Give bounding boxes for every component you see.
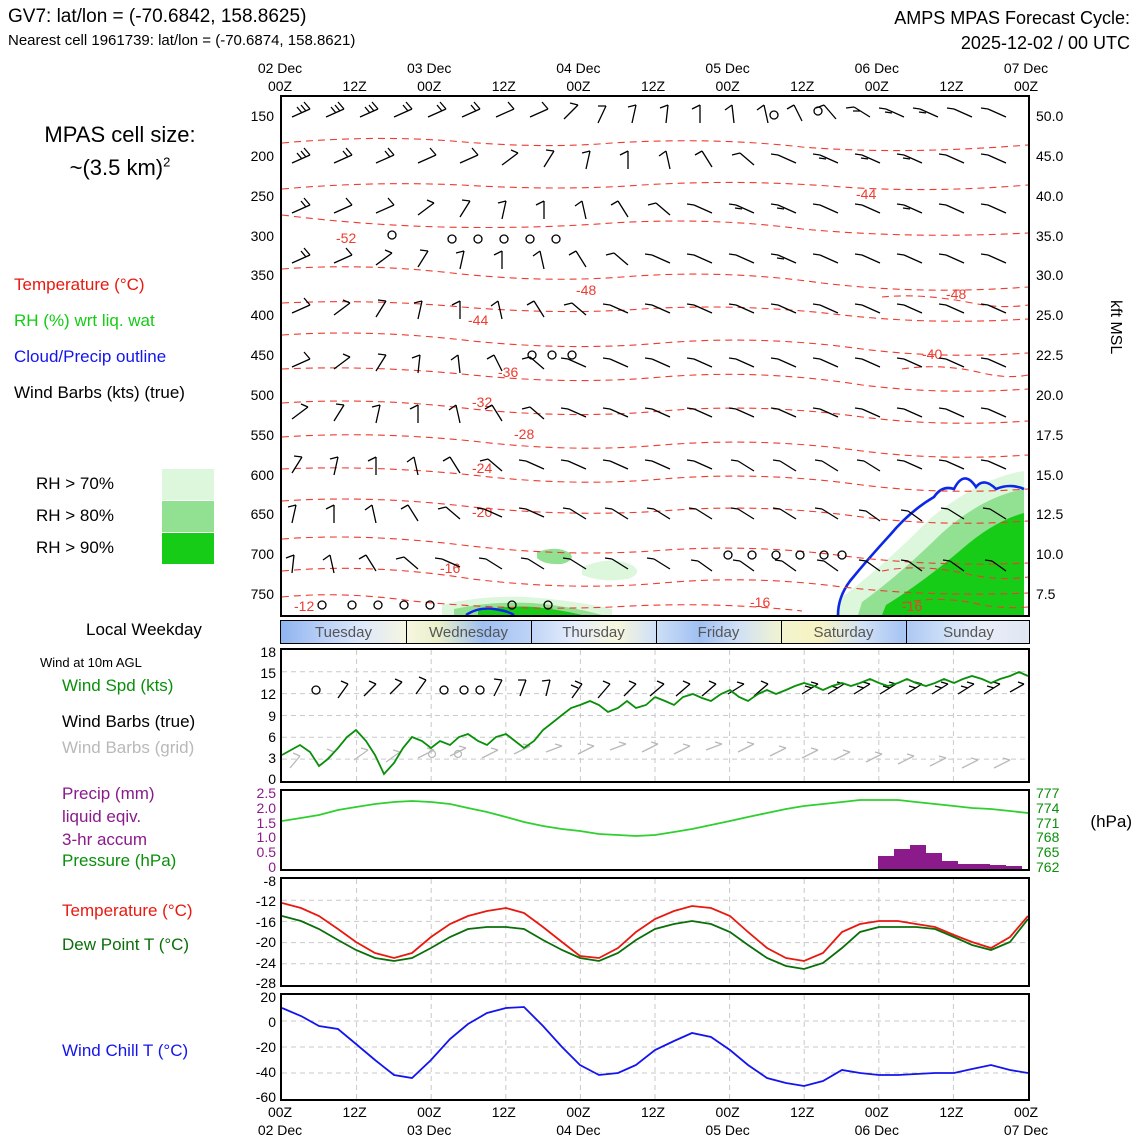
forecast-cycle [894, 6, 1130, 56]
wind-speed-tick: 9 [268, 707, 276, 724]
top-axis-hour: 12Z [790, 78, 815, 94]
temperature-dewpoint-panel[interactable] [280, 877, 1030, 987]
rh-90-label: RH > 90% [36, 538, 114, 557]
kft-tick: 22.5 [1036, 347, 1064, 363]
pressure-tick: 750 [250, 586, 274, 602]
pressure-tick: 500 [250, 386, 274, 403]
temperature-tick: -16 [255, 913, 276, 930]
legend-wind-barbs: Wind Barbs (kts) (true) [14, 383, 185, 402]
pressure-tick: 700 [250, 546, 274, 563]
wind-chill-panel[interactable] [280, 993, 1030, 1101]
rh-90-swatch [162, 533, 214, 564]
wind-chill-tick: -20 [255, 1039, 276, 1055]
kft-tick: 15.0 [1036, 466, 1064, 483]
kft-tick: 45.0 [1036, 147, 1064, 164]
precip-tick: 2.5 [256, 785, 276, 801]
svg-text:-48: -48 [946, 286, 967, 302]
svg-text:-20: -20 [472, 504, 493, 520]
legend-temperature: Temperature (°C) [14, 275, 145, 294]
weekday-label: Wednesday [429, 624, 508, 641]
pressure-tick: 350 [250, 267, 274, 284]
station-title: GV7: lat/lon = (-70.6842, 158.8625) [8, 6, 307, 27]
svg-text:-16: -16 [750, 594, 771, 610]
cell-size-exponent: 2 [163, 154, 171, 170]
bottom-axis-hour: 00Z [864, 1104, 889, 1120]
cell-size-value: ~(3.5 km) [69, 155, 164, 180]
pressure-tick: 400 [250, 307, 274, 324]
top-time-axis [257, 58, 1060, 94]
bottom-axis-hour: 12Z [342, 1104, 367, 1120]
svg-text:-24: -24 [472, 460, 493, 476]
top-axis-hour: 12Z [640, 78, 666, 94]
bottom-axis-hour: 12Z [939, 1104, 964, 1120]
wind-chill-tick: 0 [268, 1014, 276, 1030]
wind-barb-field [286, 102, 1006, 609]
rh-70-label: RH > 70% [36, 474, 114, 493]
pressure-tick-right: 768 [1036, 829, 1060, 846]
bottom-axis-day: 07 Dec [1003, 1122, 1049, 1138]
precip-tick: 1.5 [256, 814, 276, 831]
precip-pressure-panel[interactable] [280, 789, 1030, 871]
kft-tick: 12.5 [1036, 506, 1064, 523]
precip-tick: 2.0 [256, 799, 276, 816]
wind-speed-panel[interactable] [280, 648, 1030, 783]
svg-text:-28: -28 [514, 426, 535, 442]
cross-section-panel[interactable] [280, 95, 1030, 617]
rh-80-swatch [162, 501, 214, 532]
top-axis-hour: 12Z [342, 78, 367, 94]
pressure-tick: 200 [250, 147, 274, 164]
rh-70-swatch [162, 469, 214, 500]
wind-speed-tick: 15 [260, 665, 276, 682]
svg-text:-40: -40 [922, 346, 943, 362]
kft-tick: 50.0 [1036, 108, 1064, 124]
hpa-unit-label: (hPa) [1090, 812, 1132, 831]
svg-text:-48: -48 [576, 282, 597, 298]
rh-legend-row [36, 500, 216, 532]
top-axis-day: 07 Dec [1003, 60, 1049, 76]
forecast-cycle-line1: AMPS MPAS Forecast Cycle: [894, 8, 1130, 28]
legend-precip-line1: Precip (mm) [62, 784, 155, 803]
local-weekday-bar [280, 620, 1030, 644]
bottom-axis-hour: 12Z [640, 1104, 666, 1120]
bottom-axis-hour: 00Z [1013, 1104, 1039, 1120]
bottom-axis-day: 02 Dec [257, 1122, 303, 1138]
top-axis-hour: 00Z [715, 78, 740, 94]
bottom-axis-hour: 00Z [267, 1104, 293, 1120]
pressure-tick: 650 [250, 506, 274, 523]
wind-speed-svg [282, 650, 1028, 781]
wind-speed-tick: 18 [260, 644, 276, 660]
top-axis-hour: 00Z [417, 78, 442, 94]
pressure-tick: 450 [250, 347, 274, 363]
svg-text:-44: -44 [468, 312, 489, 328]
wind-speed-tick: 3 [268, 749, 276, 766]
wind-chill-tick: 20 [260, 989, 276, 1005]
pressure-tick: 150 [250, 108, 274, 124]
bottom-axis-day: 05 Dec [705, 1122, 750, 1138]
bottom-axis-hour: 00Z [566, 1104, 591, 1120]
top-axis-day: 02 Dec [257, 60, 303, 76]
rh-shading-legend [36, 468, 216, 564]
wind-speed-tick: 0 [268, 771, 276, 787]
top-axis-hour: 00Z [1013, 78, 1039, 94]
legend-precip-line3: 3-hr accum [62, 829, 148, 849]
top-axis-hour: 00Z [566, 78, 591, 94]
svg-text:-12: -12 [294, 598, 315, 614]
wind-chill-tick: -60 [255, 1089, 276, 1105]
legend-precip [62, 783, 155, 852]
top-axis-hour: 12Z [939, 78, 964, 94]
legend-wind-barbs-true: Wind Barbs (true) [62, 712, 196, 731]
legend-pressure: Pressure (hPa) [62, 851, 177, 870]
legend-dewpoint: Dew Point T (°C) [62, 935, 190, 954]
kft-tick: 17.5 [1036, 426, 1064, 443]
wind-speed-tick: 12 [260, 686, 276, 703]
legend-rh: RH (%) wrt liq. wat [14, 311, 155, 330]
kft-tick: 25.0 [1036, 307, 1064, 324]
rh-legend-row [36, 468, 216, 500]
temperature-tick: -24 [255, 954, 276, 971]
temperature-tick: -28 [255, 975, 276, 991]
legend-cloud-precip: Cloud/Precip outline [14, 347, 167, 366]
svg-text:-44: -44 [856, 186, 877, 202]
nearest-cell-text: Nearest cell 1961739: lat/lon = (-70.6874, 158.8621) [8, 32, 356, 49]
pressure-tick-right: 762 [1036, 859, 1060, 875]
rh-80-label: RH > 80% [36, 506, 114, 525]
top-axis-hour: 12Z [491, 78, 516, 94]
temperature-tick: -8 [263, 873, 276, 889]
top-axis-hour: 00Z [267, 78, 293, 94]
svg-text:-32: -32 [472, 394, 493, 410]
kft-tick: 7.5 [1036, 586, 1056, 602]
pressure-tick-right: 765 [1036, 844, 1060, 861]
mpas-cell-size [10, 118, 230, 184]
wind-speed-tick: 6 [268, 728, 276, 745]
pressure-tick: 300 [250, 227, 274, 244]
legend-temperature-2: Temperature (°C) [62, 901, 193, 920]
precip-bars [878, 845, 1022, 869]
wind-chill-svg [282, 995, 1028, 1099]
bottom-axis-hour: 00Z [417, 1104, 442, 1120]
bottom-axis-hour: 12Z [790, 1104, 815, 1120]
rh-legend-row [36, 532, 216, 564]
temperature-tick: -12 [255, 893, 276, 910]
legend-wind-speed: Wind Spd (kts) [62, 676, 174, 695]
top-axis-hour: 00Z [864, 78, 889, 94]
cross-section-svg [282, 97, 1028, 615]
top-axis-day: 04 Dec [556, 60, 601, 76]
svg-text:-16: -16 [440, 560, 461, 576]
forecast-cycle-line2: 2025-12-02 / 00 UTC [960, 33, 1130, 54]
legend-wind-barbs-grid: Wind Barbs (grid) [62, 738, 195, 757]
pressure-tick: 600 [250, 466, 274, 483]
svg-text:-36: -36 [498, 364, 519, 380]
pressure-tick-right: 777 [1036, 785, 1060, 801]
bottom-axis-hour: 12Z [491, 1104, 516, 1120]
precip-tick: 0.5 [256, 844, 276, 861]
temperature-tick: -20 [255, 934, 276, 951]
top-axis-day: 03 Dec [407, 60, 452, 76]
bottom-axis-day: 04 Dec [556, 1122, 601, 1138]
pressure-tick: 550 [250, 426, 274, 443]
wind-10m-label: Wind at 10m AGL [40, 655, 142, 670]
kft-tick: 20.0 [1036, 386, 1064, 403]
precip-tick: 0 [268, 859, 276, 875]
bottom-axis-day: 03 Dec [407, 1122, 452, 1138]
pressure-tick-right: 771 [1036, 814, 1060, 831]
weekday-label: Friday [697, 624, 740, 641]
cell-size-label: MPAS cell size: [44, 122, 196, 147]
weekday-label: Sunday [943, 624, 994, 641]
kft-tick: 40.0 [1036, 187, 1064, 204]
kft-tick: 35.0 [1036, 227, 1064, 244]
top-axis-day: 05 Dec [705, 60, 750, 76]
bottom-axis-day: 06 Dec [854, 1122, 899, 1138]
top-axis-day: 06 Dec [854, 60, 899, 76]
kft-tick: 30.0 [1036, 267, 1064, 284]
kft-axis-label: kft MSL [1107, 300, 1124, 355]
pressure-line [282, 800, 1028, 836]
legend-wind-chill: Wind Chill T (°C) [62, 1041, 189, 1060]
header-left [8, 6, 355, 49]
bottom-axis-hour: 00Z [715, 1104, 740, 1120]
weekday-label: Saturday [813, 624, 874, 641]
precip-tick: 1.0 [256, 829, 276, 846]
temp-dewpoint-svg [282, 879, 1028, 985]
local-weekday-label: Local Weekday [86, 620, 202, 639]
weekday-label: Tuesday [315, 624, 372, 641]
weekday-label: Thursday [562, 624, 625, 641]
precip-pressure-svg [282, 791, 1028, 869]
kft-tick: 10.0 [1036, 546, 1064, 563]
pressure-tick: 250 [250, 187, 274, 204]
pressure-tick-right: 774 [1036, 799, 1060, 816]
wind-speed-line [282, 697, 655, 774]
legend-precip-line2: liquid eqiv. [62, 806, 142, 826]
wind-chill-tick: -40 [255, 1064, 276, 1080]
svg-text:-16: -16 [902, 598, 923, 614]
svg-text:-52: -52 [336, 230, 357, 246]
